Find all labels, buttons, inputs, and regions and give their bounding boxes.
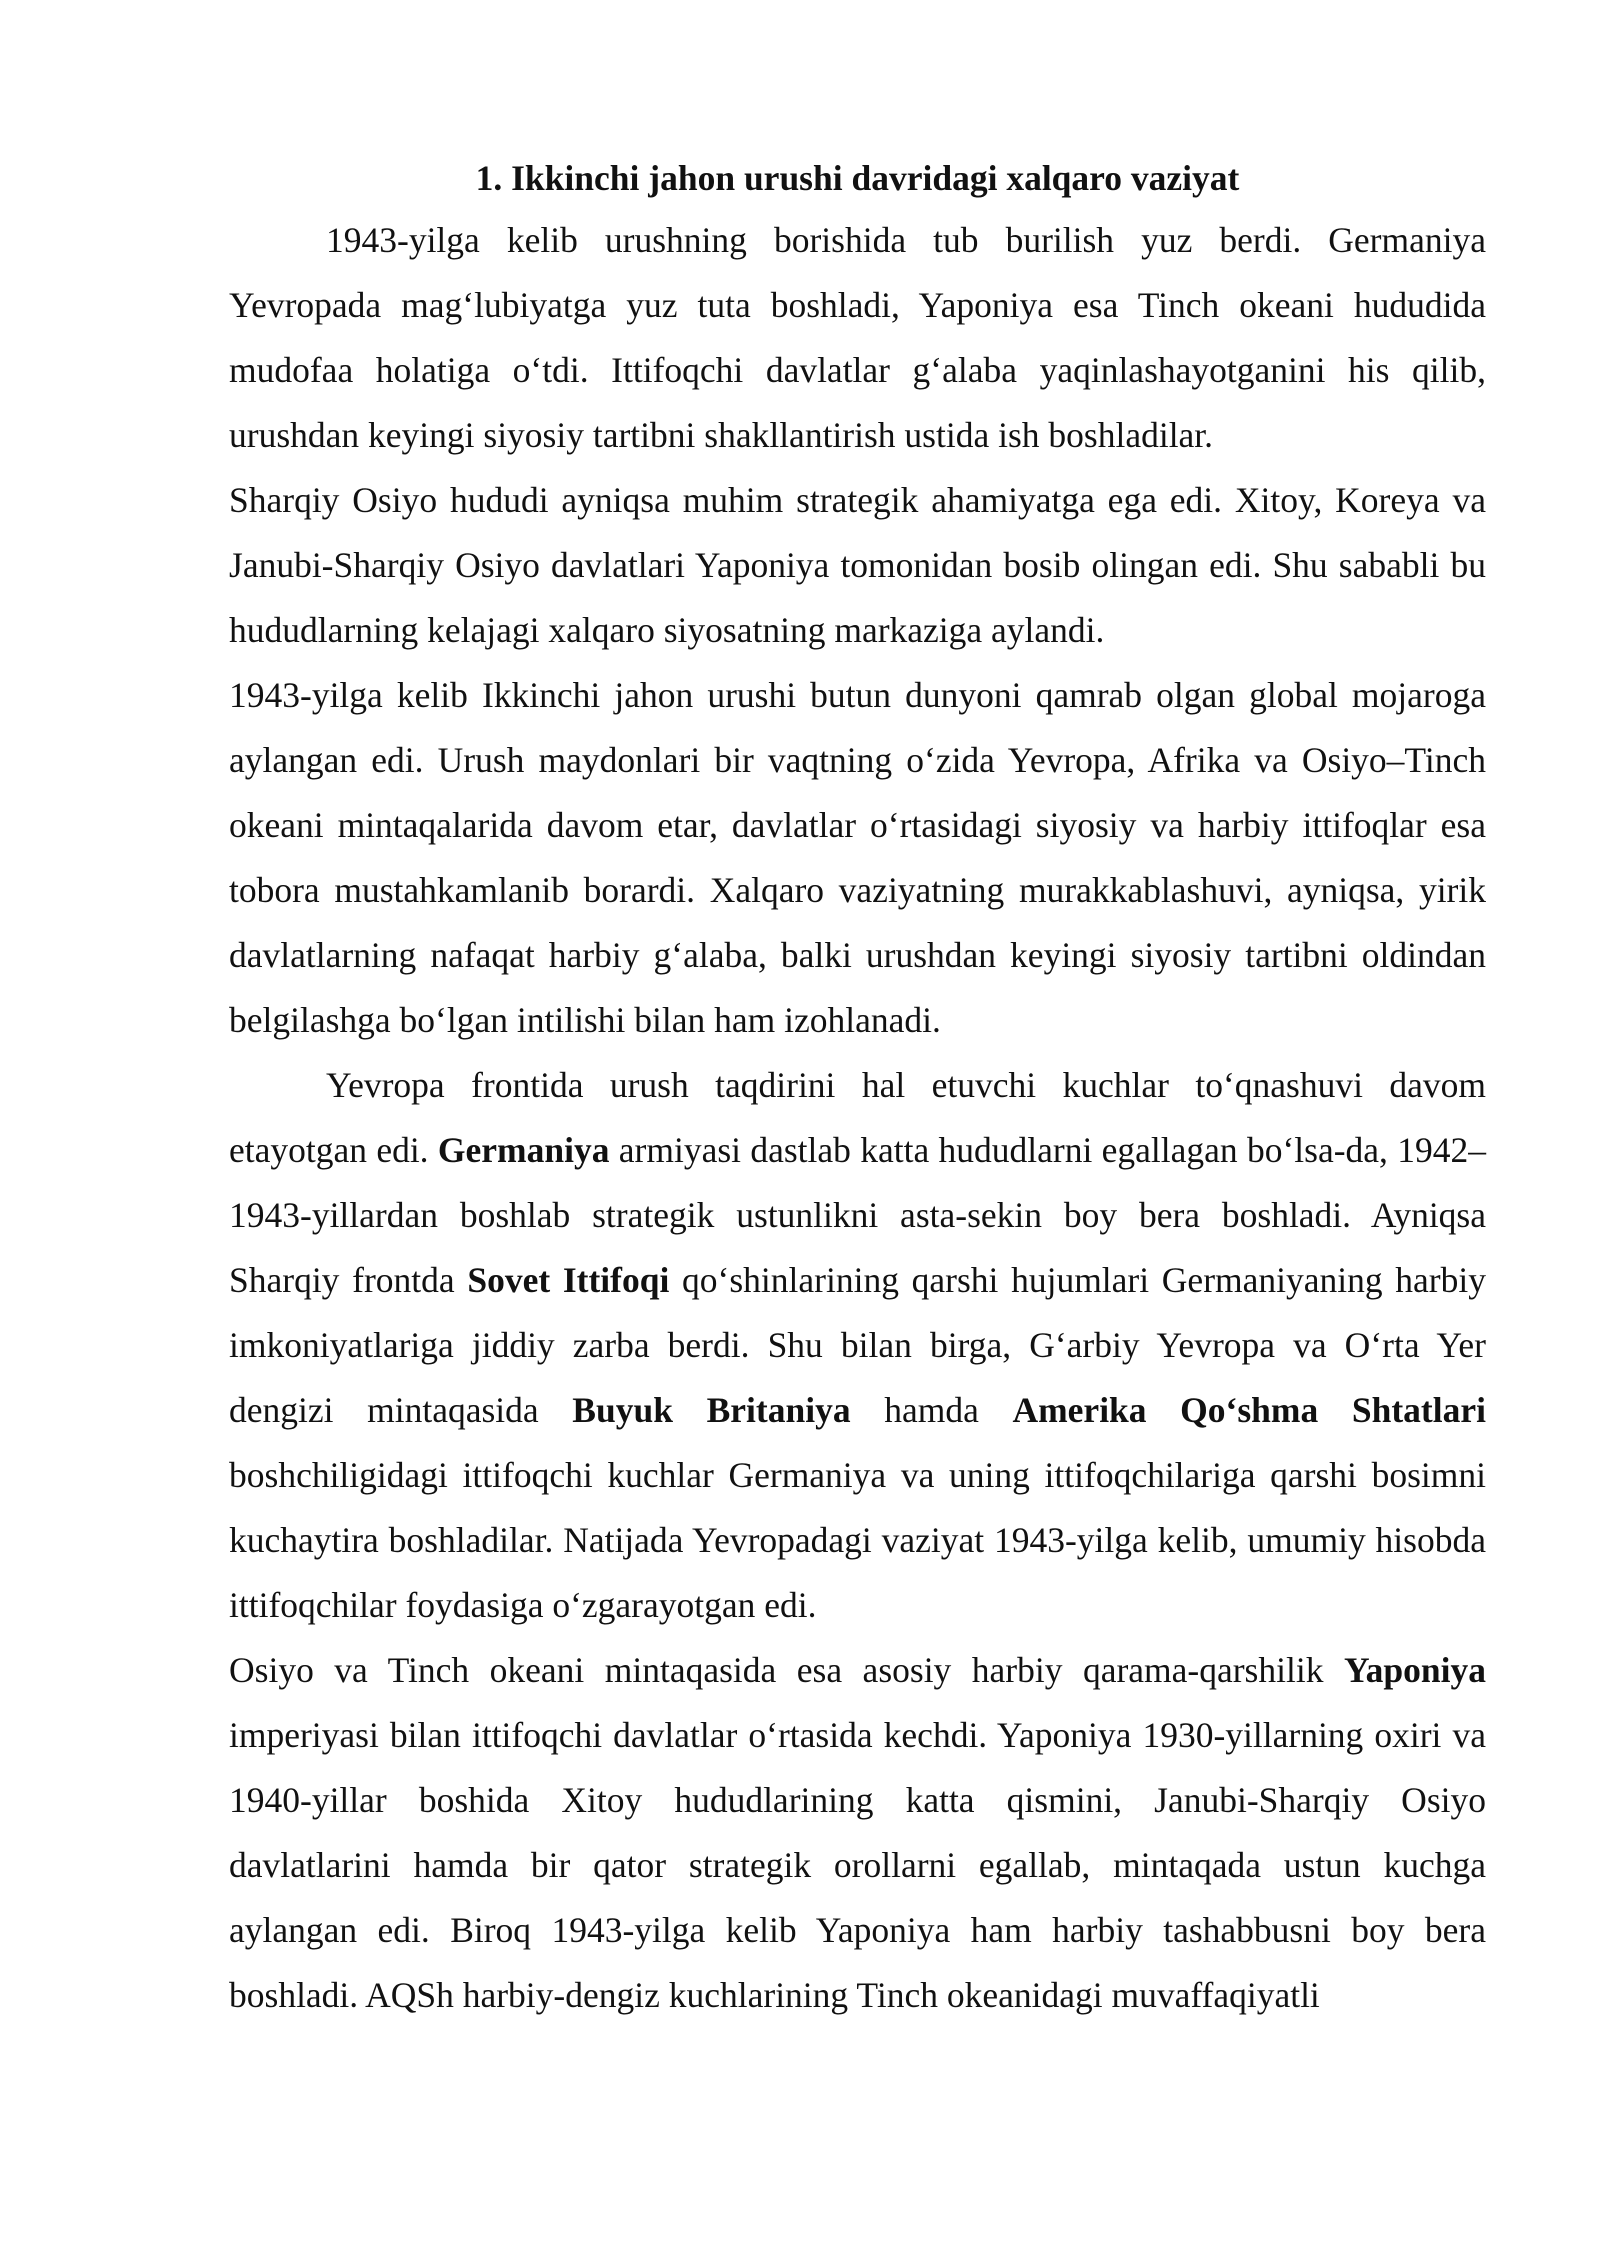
paragraph-4-text-2: armiyasi dastlab katta hududlarni egallagan bo‘lsa-da, 1942–1943-yillardan boshlab strategik ustunlikni asta-sekin boy bera boshladi. Ayniqsa Sharqiy frontda <box>229 1130 1486 1300</box>
paragraph-1: 1943-yilga kelib urushning borishida tub burilish yuz berdi. Germaniya Yevropada mag‘lubiyatga yuz tuta boshladi, Yaponiya esa Tinch okeani hududida mudofaa holatiga o‘tdi. Ittifoqchi davlatlar g‘alaba yaqinlashayotganini his qilib, urushdan keyingi siyosiy tartibni shakllantirish ustida ish boshladilar. <box>229 220 1486 455</box>
paragraph-4-text-4: hamda <box>850 1390 1013 1430</box>
paragraph-2: Sharqiy Osiyo hududi ayniqsa muhim strategik ahamiyatga ega edi. Xitoy, Koreya va Janubi-Sharqiy Osiyo davlatlari Yaponiya tomonidan bosib olingan edi. Shu sababli bu hududlarning kelajagi xalqaro siyosatning markaziga aylandi. <box>229 480 1486 650</box>
paragraph-5-text-2: imperiyasi bilan ittifoqchi davlatlar o‘rtasida kechdi. Yaponiya 1930-yillarning oxiri va 1940-yillar boshida Xitoy hududlarining katta qismini, Janubi-Sharqiy Osiyo davlatlarini hamda bir qator strategik orollarni egallab, mintaqada ustun kuchga aylangan edi. Biroq 1943-yilga kelib Yaponiya ham harbiy tashabbusni boy bera boshladi. AQSh harbiy-dengiz kuchlarining Tinch okeanidagi muvaffaqiyatli <box>229 1715 1486 2015</box>
paragraph-3: 1943-yilga kelib Ikkinchi jahon urushi butun dunyoni qamrab olgan global mojaroga aylangan edi. Urush maydonlari bir vaqtning o‘zida Yevropa, Afrika va Osiyo–Tinch okeani mintaqalarida davom etar, davlatlar o‘rtasidagi siyosiy va harbiy ittifoqlar esa tobora mustahkamlanib borardi. Xalqaro vaziyatning murakkablashuvi, ayniqsa, yirik davlatlarning nafaqat harbiy g‘alaba, balki urushdan keyingi siyosiy tartibni oldindan belgilashga bo‘lgan intilishi bilan ham izohlanadi. <box>229 675 1486 1040</box>
paragraph-4-text-1: Yevropa frontida urush taqdirini hal etuvchi kuchlar to‘qnashuvi davom etayotgan edi. <box>229 1065 1486 1170</box>
document-page <box>229 148 1486 2028</box>
bold-term-buyuk-britaniya: Buyuk Britaniya <box>572 1390 851 1430</box>
paragraph-4-text-5: boshchiligidagi ittifoqchi kuchlar Germaniya va uning ittifoqchilariga qarshi bosimni kuchaytira boshladilar. Natijada Yevropadagi vaziyat 1943-yilga kelib, umumiy hisobda ittifoqchilar foydasiga o‘zgarayotgan edi. <box>229 1455 1486 1625</box>
bold-term-germaniya: Germaniya <box>437 1130 610 1170</box>
paragraph-5 <box>229 1638 1486 2028</box>
bold-term-yaponiya: Yaponiya <box>1343 1650 1486 1690</box>
bold-term-amerika-qoshma-shtatlari: Amerika Qo‘shma Shtatlari <box>1012 1390 1486 1430</box>
paragraph-4-text-3: qo‘shinlarining qarshi hujumlari Germaniyaning harbiy imkoniyatlariga jiddiy zarba berdi. Shu bilan birga, G‘arbiy Yevropa va O‘rta Yer dengizi mintaqasida <box>229 1260 1486 1430</box>
bold-term-sovet-ittifoqi: Sovet Ittifoqi <box>467 1260 670 1300</box>
paragraph-5-text-1: Osiyo va Tinch okeani mintaqasida esa asosiy harbiy qarama-qarshilik <box>229 1650 1344 1690</box>
paragraph-4 <box>229 1053 1486 1638</box>
document-title: 1. Ikkinchi jahon urushi davridagi xalqaro vaziyat <box>475 158 1240 198</box>
